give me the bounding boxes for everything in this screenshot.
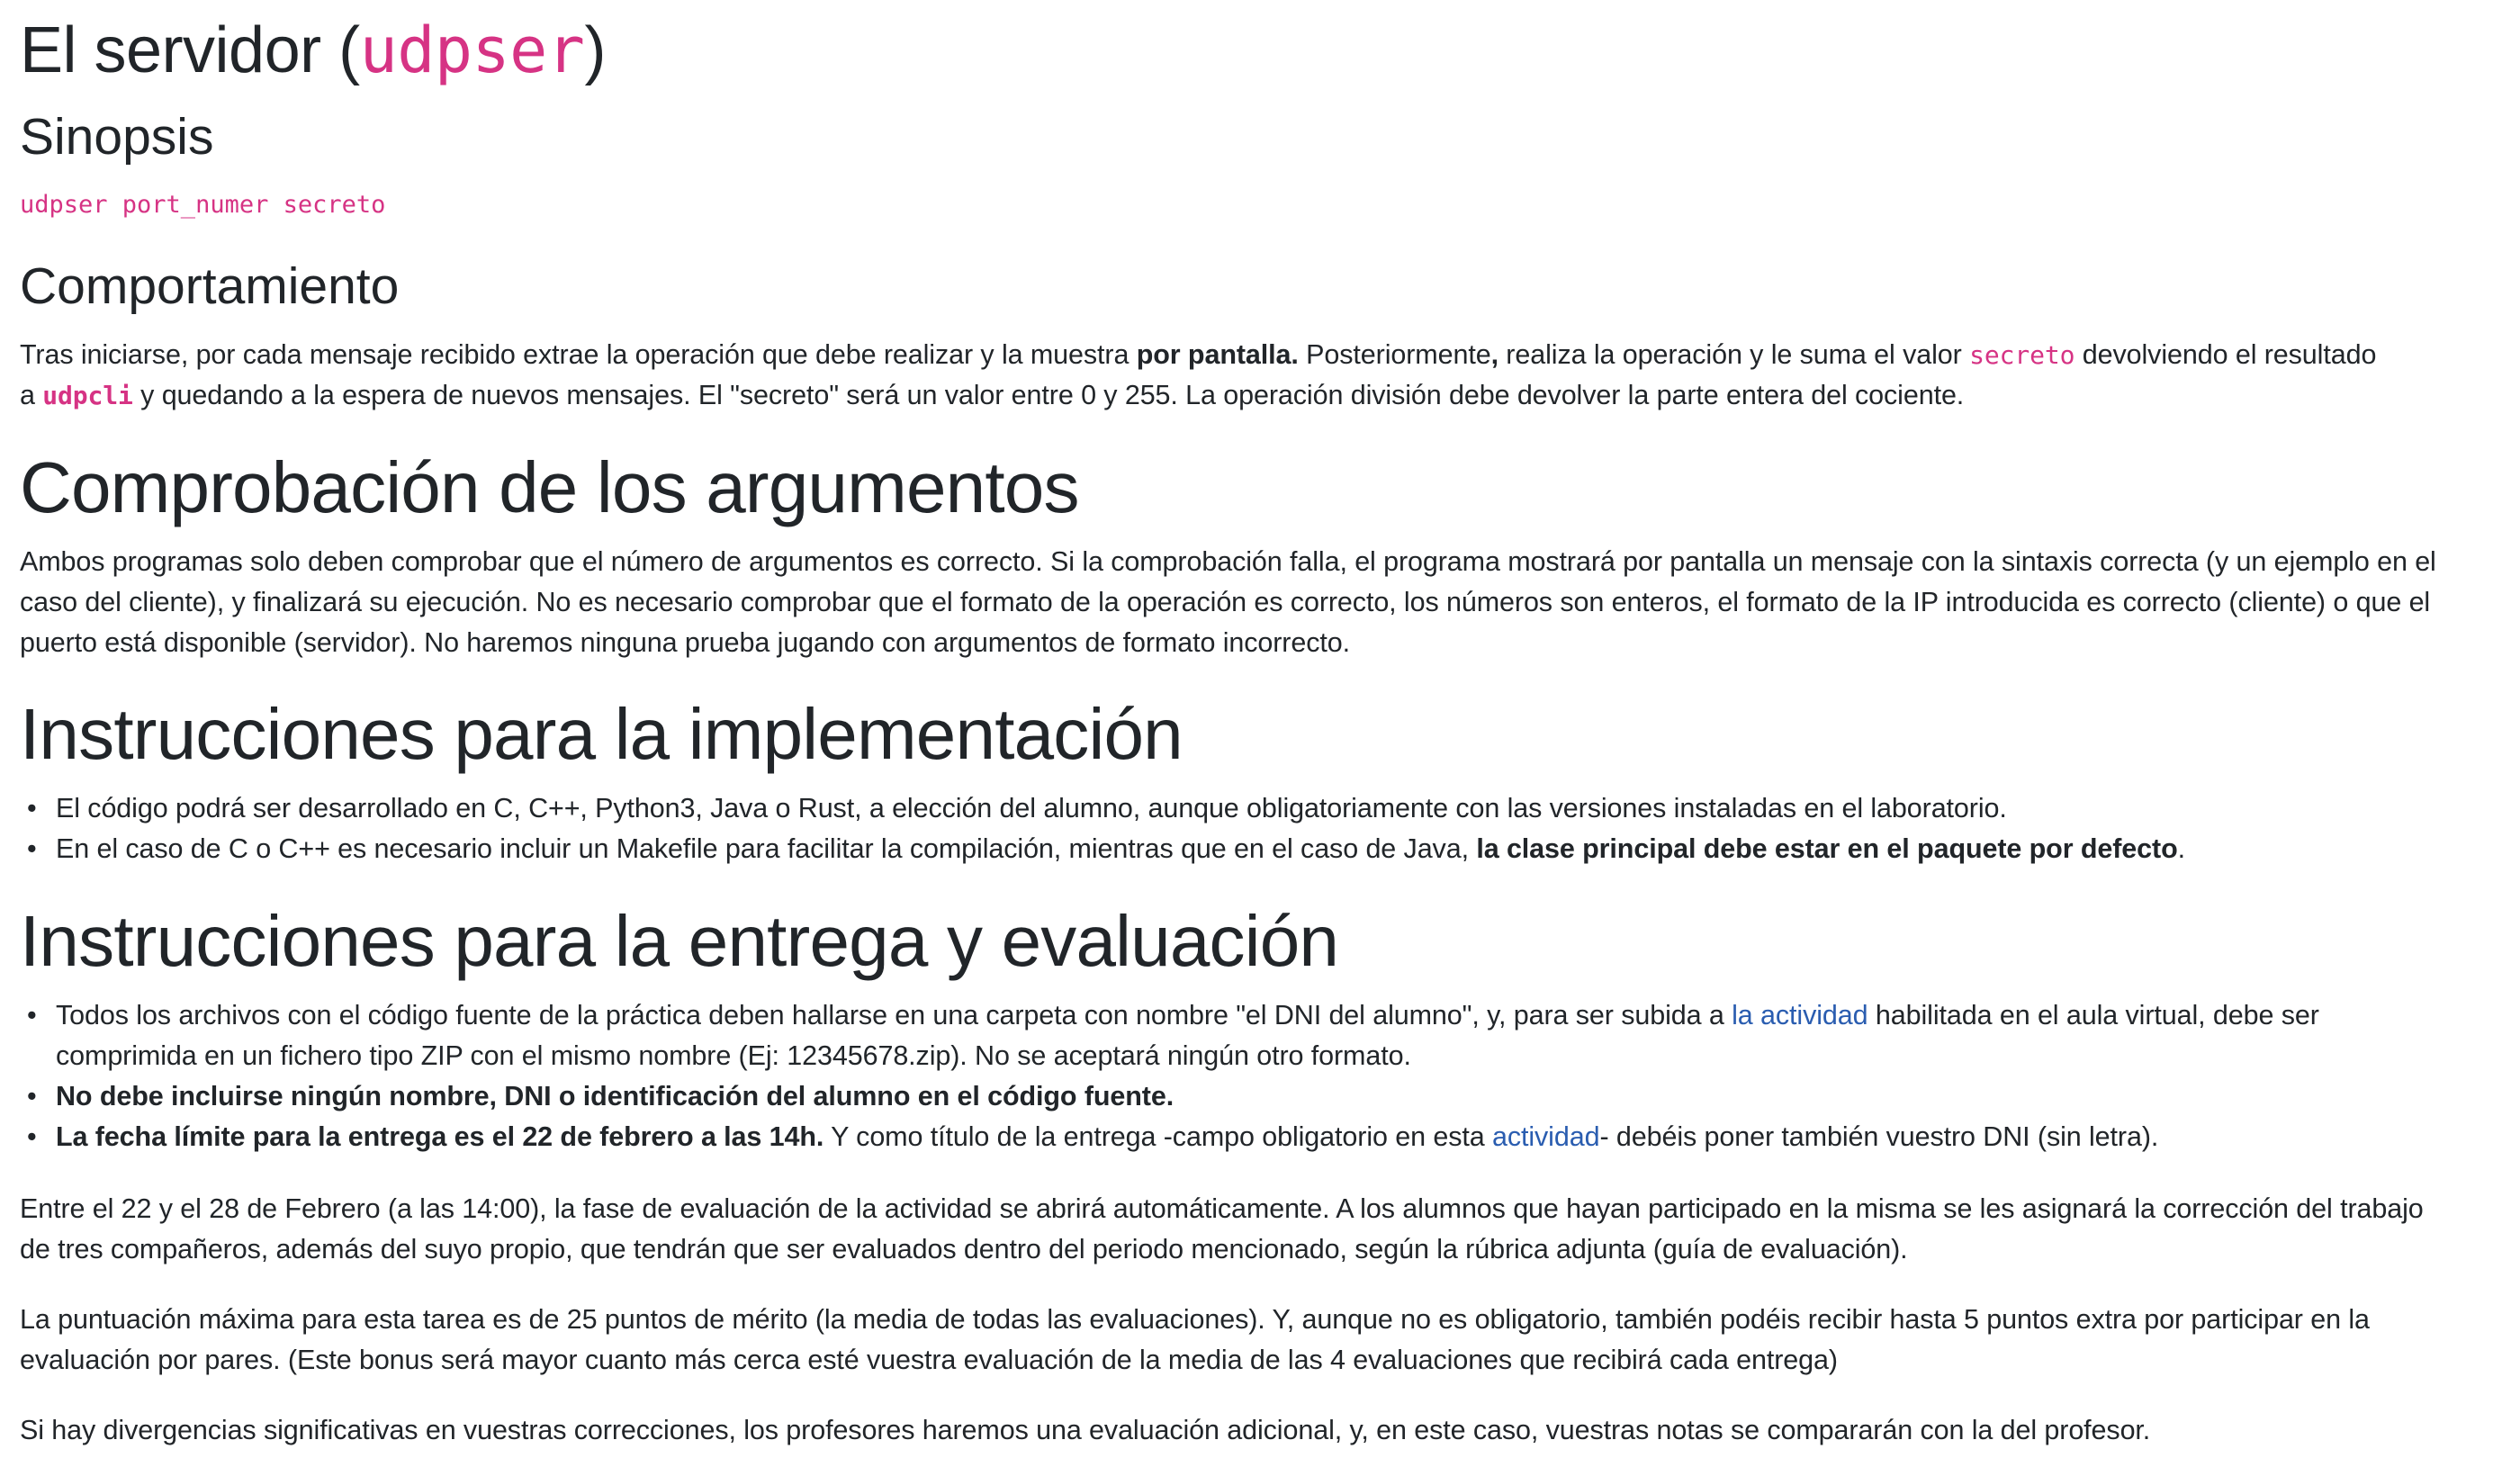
delivery-heading: Instrucciones para la entrega y evaluación <box>20 901 1339 981</box>
behavior-line-2: a udpcli y quedando a la espera de nuevos mensajes. El "secreto" será un valor entre 0 y 255. La operación división debe devolver la parte entera del cociente. <box>20 380 1965 410</box>
score-paragraph-line-1: La puntuación máxima para esta tarea es de 25 puntos de mérito (la media de todas las evaluaciones). Y, aunque no es obligatorio, también podéis recibir hasta 5 puntos extra por participar en la <box>20 1304 2370 1335</box>
list-item: • La fecha límite para la entrega es el 22 de febrero a las 14h. Y como título de la entrega -campo obligatorio en esta actividad- debéis poner también vuestro DNI (sin letra). <box>27 1121 2159 1152</box>
list-item: • En el caso de C o C++ es necesario incluir un Makefile para facilitar la compilación, mientras que en el caso de Java, la clase principal debe estar en el paquete por defecto. <box>27 833 2185 864</box>
list-item: • El código podrá ser desarrollado en C, C++, Python3, Java o Rust, a elección del alumno, aunque obligatoriamente con las versiones instaladas en el laboratorio. <box>27 793 2007 824</box>
list-item: • No debe incluirse ningún nombre, DNI o identificación del alumno en el código fuente. <box>27 1081 1174 1112</box>
impl-heading: Instrucciones para la implementación <box>20 694 1183 774</box>
delivery-list <box>20 995 2504 1157</box>
behavior-heading: Comportamiento <box>20 257 400 315</box>
divergence-paragraph: Si hay divergencias significativas en vuestras correcciones, los profesores haremos una evaluación adicional, y, en este caso, vuestras notas se compararán con la del profesor. <box>20 1415 2151 1445</box>
activity-link[interactable]: la actividad <box>1732 1000 1868 1030</box>
page-title: El servidor (udpser) <box>20 14 606 87</box>
args-line-3: puerto está disponible (servidor). No haremos ninguna prueba jugando con argumentos de formato incorrecto. <box>20 627 1350 658</box>
synopsis-heading: Sinopsis <box>20 108 214 166</box>
args-heading: Comprobación de los argumentos <box>20 447 1079 527</box>
args-line-2: caso del cliente), y finalizará su ejecución. No es necesario comprobar que el formato de la operación es correcto, los números son enteros, el formato de la IP introducida es correcto (cliente) o que el <box>20 587 2431 617</box>
secreto-code: secreto <box>1969 340 2075 370</box>
list-item: • Todos los archivos con el código fuente de la práctica deben hallarse en una carpeta con nombre "el DNI del alumno", y, para ser subida a la actividad habilitada en el aula virtual, debe ser comprimida en un fichero tipo ZIP con el mismo nombre (Ej: 12345678.zip). No se aceptará ningún otro formato. <box>27 1000 2319 1071</box>
actividad-link[interactable]: actividad <box>1491 1121 1600 1152</box>
title-code: udpser <box>359 14 585 87</box>
args-line-1: Ambos programas solo deben comprobar que el número de argumentos es correcto. Si la comprobación falla, el programa mostrará por pantalla un mensaje con la sintaxis correcta (y un ejemplo en el <box>20 546 2436 577</box>
score-paragraph-line-2: evaluación por pares. (Este bonus será mayor cuanto más cerca esté vuestra evaluación de la media de las 4 evaluaciones que recibirá cada entrega) <box>20 1345 1838 1375</box>
impl-list <box>20 788 2504 869</box>
synopsis-command: udpser port_numer secreto <box>20 191 386 219</box>
behavior-line-1: Tras iniciarse, por cada mensaje recibido extrae la operación que debe realizar y la muestra por pantalla. Posteriormente, realiza la operación y le suma el valor secreto devolviendo el resultado <box>20 339 2377 370</box>
evaluation-paragraph-line-1: Entre el 22 y el 28 de Febrero (a las 14:00), la fase de evaluación de la actividad se abrirá automáticamente. A los alumnos que hayan participado en la misma se les asignará la corrección del trabajo <box>20 1193 2424 1224</box>
evaluation-paragraph-line-2: de tres compañeros, además del suyo propio, que tendrán que ser evaluados dentro del periodo mencionado, según la rúbrica adjunta (guía de evaluación). <box>20 1234 1908 1264</box>
udpcli-code: udpcli <box>42 381 133 410</box>
